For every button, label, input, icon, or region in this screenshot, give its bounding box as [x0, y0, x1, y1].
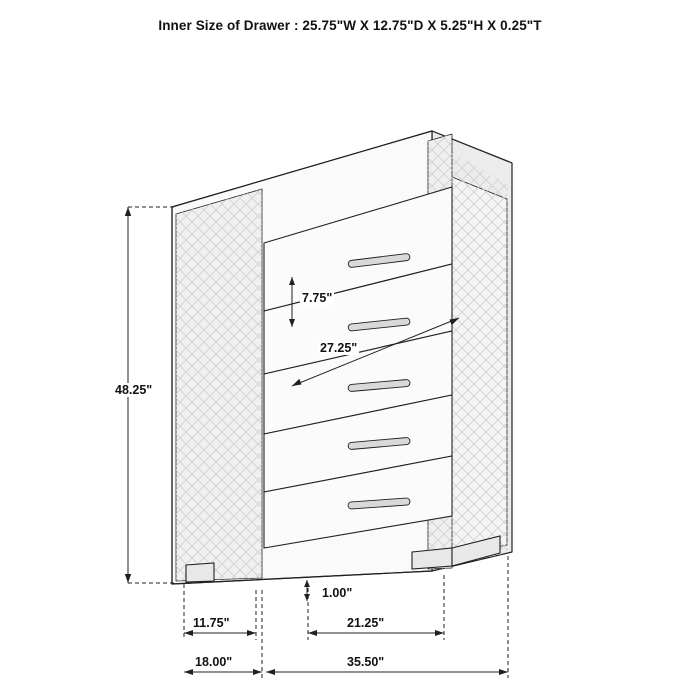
dim-label-drawer-width: 27.25"	[320, 341, 358, 355]
dim-label-overall-depth: 18.00"	[195, 655, 233, 669]
drawer-stack	[264, 187, 452, 548]
foot-right	[412, 548, 452, 569]
dim-label-overall-height: 48.25"	[115, 383, 153, 397]
dim-label-overall-width: 35.50"	[347, 655, 385, 669]
page-title: Inner Size of Drawer : 25.75"W X 12.75"D X 5.25"H X 0.25"T	[158, 18, 542, 33]
dim-label-front-width: 21.25"	[347, 616, 385, 630]
dim-label-side-depth: 11.75"	[193, 616, 230, 630]
dim-label-drawer-height: 7.75"	[302, 291, 333, 305]
dim-label-foot-height: 1.00"	[322, 586, 353, 600]
foot-left	[186, 563, 214, 582]
